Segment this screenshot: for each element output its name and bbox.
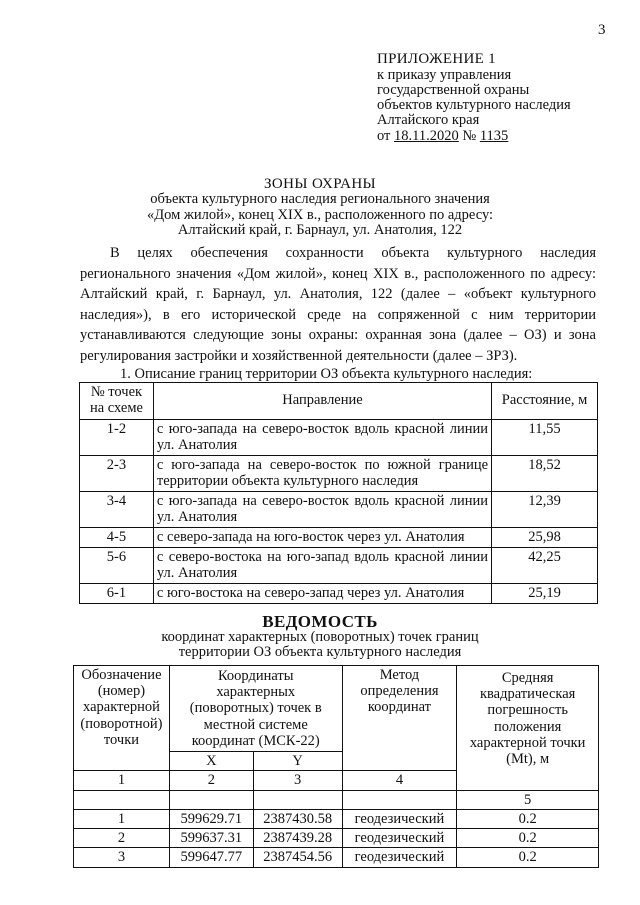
cell-method: геодезический: [342, 809, 457, 828]
cell-x: 599629.71: [169, 809, 253, 828]
vedomost-subtitle: [0, 630, 640, 660]
cell-points: 3-4: [80, 491, 154, 527]
header-coords: Координаты характерных (поворотных) точек в местной системе координат (МСК-22): [169, 666, 342, 752]
header-x: X: [169, 752, 253, 771]
column-number: 2: [169, 771, 253, 790]
header-distance: Расстояние, м: [492, 383, 598, 420]
appendix-block: [377, 52, 627, 144]
header-points: № точек на схеме: [80, 383, 154, 420]
column-number: 5: [457, 790, 599, 809]
cell-y: 2387439.28: [253, 829, 342, 848]
column-number-row: [74, 790, 599, 809]
appendix-date-line: [377, 129, 627, 144]
appendix-line: государственной охраны: [377, 81, 530, 98]
appendix-line: объектов культурного наследия: [377, 97, 571, 114]
appendix-line: к приказу управления: [377, 66, 512, 83]
cell-direction: с северо-востока на юго-запад вдоль красной линии ул. Анатолия: [153, 547, 491, 583]
table-row: [74, 809, 599, 828]
column-number: 3: [253, 771, 342, 790]
cell-y: 2387430.58: [253, 809, 342, 828]
cell-direction: с юго-запада на северо-восток вдоль красной линии ул. Анатолия: [153, 419, 491, 455]
table-row: [80, 583, 598, 603]
vedomost-title: ВЕДОМОСТЬ: [262, 612, 378, 631]
cell-empty: [74, 790, 170, 809]
cell-points: 5-6: [80, 547, 154, 583]
cell-empty: [169, 790, 253, 809]
cell-distance: 18,52: [492, 455, 598, 491]
header-y: Y: [253, 752, 342, 771]
cell-direction: с юго-востока на северо-запад через ул. Анатолия: [153, 583, 491, 603]
cell-direction: с северо-запада на юго-восток через ул. Анатолия: [153, 527, 491, 547]
table-header-row: [74, 666, 599, 752]
column-number: 1: [74, 771, 170, 790]
zones-title: ЗОНЫ ОХРАНЫ: [263, 176, 377, 192]
table-row: [74, 848, 599, 867]
cell-distance: 11,55: [492, 419, 598, 455]
cell-x: 599637.31: [169, 829, 253, 848]
intro-paragraph: В целях обеспечения сохранности объекта культурного наследия регионального значения «Дом жилой», конец XIX в., расположенного по адресу: Алтайский край, г. Барнаул, ул. Анатолия, 122 (далее – «объект культурного наследия»), в его исторической среде на сопряженной с ним территории устанавливаются следующие зоны охраны: охранная зона (далее – ОЗ) и зона регулирования застройки и хозяйственной деятельности (далее – ЗРЗ).: [80, 245, 596, 364]
cell-x: 599647.77: [169, 848, 253, 867]
subtitle-line: «Дом жилой», конец XIX в., расположенного по адресу:: [146, 206, 494, 223]
cell-method: геодезический: [342, 829, 457, 848]
number-sign: №: [458, 127, 480, 144]
table-row: [80, 455, 598, 491]
table-row: [80, 527, 598, 547]
header-error: Средняя квадратическая погрешность положения характерной точки (Mt), м: [457, 666, 599, 791]
cell-distance: 25,98: [492, 527, 598, 547]
table1-caption: 1. Описание границ территории ОЗ объекта культурного наследия:: [120, 366, 533, 382]
header-direction: Направление: [153, 383, 491, 420]
table-header-row: [80, 383, 598, 420]
cell-points: 1-2: [80, 419, 154, 455]
subtitle-line: координат характерных (поворотных) точек границ: [161, 629, 479, 645]
coordinates-table: [73, 665, 599, 868]
appendix-title: ПРИЛОЖЕНИЕ 1: [377, 51, 496, 67]
subtitle-line: территории ОЗ объекта культурного наследия: [178, 644, 462, 661]
cell-points: 6-1: [80, 583, 154, 603]
boundary-table: [79, 382, 598, 604]
subtitle-line: объекта культурного наследия регионального значения: [150, 191, 490, 207]
cell-method: геодезический: [342, 848, 457, 867]
cell-points: 2-3: [80, 455, 154, 491]
order-number: 1135: [479, 127, 509, 144]
cell-direction: с юго-запада на северо-восток по южной границе территории объекта культурного наследия: [153, 455, 491, 491]
table-row: [80, 547, 598, 583]
cell-empty: [253, 790, 342, 809]
cell-point: 2: [74, 829, 170, 848]
column-number: 4: [342, 771, 457, 790]
zones-subtitle: [0, 192, 640, 239]
table-row: [80, 491, 598, 527]
cell-point: 3: [74, 848, 170, 867]
header-method: Метод определения координат: [342, 666, 457, 771]
cell-distance: 42,25: [492, 547, 598, 583]
subtitle-line: Алтайский край, г. Барнаул, ул. Анатолия, 122: [177, 222, 463, 239]
cell-distance: 12,39: [492, 491, 598, 527]
cell-points: 4-5: [80, 527, 154, 547]
cell-error: 0.2: [457, 809, 599, 828]
cell-error: 0.2: [457, 829, 599, 848]
table-row: [80, 419, 598, 455]
page-number: 3: [598, 22, 606, 38]
cell-direction: с юго-запада на северо-восток вдоль красной линии ул. Анатолия: [153, 491, 491, 527]
header-designation: Обозначение (номер) характерной (поворотной) точки: [74, 666, 170, 771]
cell-point: 1: [74, 809, 170, 828]
date-prefix: от: [377, 127, 395, 144]
cell-empty: [342, 790, 457, 809]
appendix-line: Алтайского края: [377, 112, 480, 129]
cell-y: 2387454.56: [253, 848, 342, 867]
cell-error: 0.2: [457, 848, 599, 867]
table-row: [74, 829, 599, 848]
cell-distance: 25,19: [492, 583, 598, 603]
order-date: 18.11.2020: [394, 127, 459, 144]
